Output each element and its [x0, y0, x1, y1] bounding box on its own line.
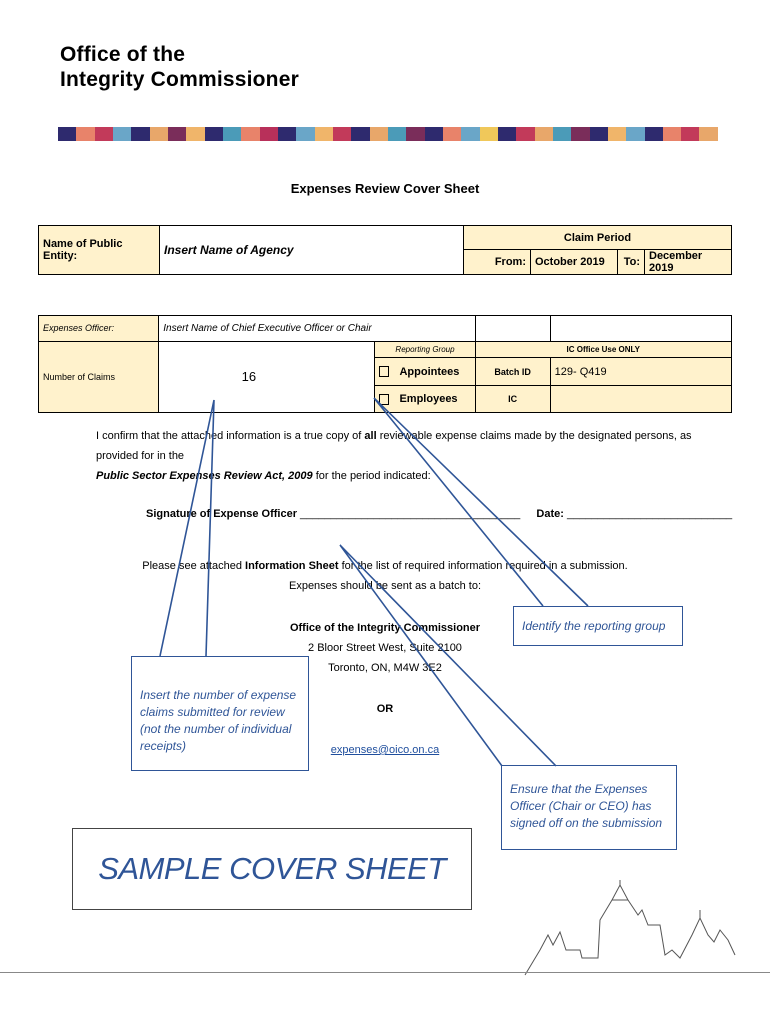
pointer-number-claims: [160, 400, 214, 656]
info-text-2: for the list of required information required in a submission.: [338, 560, 628, 572]
org-line-2: Integrity Commissioner: [60, 68, 299, 91]
batch-id-value[interactable]: 129- Q419: [550, 357, 731, 386]
claim-period-label: Claim Period: [464, 226, 732, 250]
callout-reporting-group: Identify the reporting group: [513, 606, 683, 646]
address-street: 2 Bloor Street West, Suite 2100: [308, 642, 462, 654]
date-label: Date:: [536, 508, 564, 520]
appointees-label: Appointees: [399, 365, 460, 378]
confirm-text-2: reviewable expense claims made by the designated persons, as provided for in the: [96, 430, 692, 462]
building-sketch-icon: [520, 880, 770, 980]
ic-label: IC: [475, 386, 550, 413]
entity-name-label: Name of Public Entity:: [39, 226, 160, 275]
page-title: Expenses Review Cover Sheet: [290, 181, 480, 196]
org-line-1: Office of the: [60, 43, 186, 66]
info-text-1: Please see attached: [142, 560, 246, 572]
signature-label: Signature of Expense Officer: [146, 508, 297, 520]
expenses-officer-label: Expenses Officer:: [39, 316, 159, 342]
address-city: Toronto, ON, M4W 3E2: [328, 662, 442, 674]
pointer-signed-off: [340, 545, 556, 766]
from-label: From:: [464, 250, 531, 275]
from-value[interactable]: October 2019: [531, 250, 618, 275]
act-name: Public Sector Expenses Review Act, 2009: [96, 470, 313, 482]
callout-signed-off: Ensure that the Expenses Officer (Chair or CEO) has signed off on the submission: [501, 765, 677, 850]
footer-divider: [0, 972, 770, 973]
to-label: To:: [618, 250, 645, 275]
confirm-text-3: for the period indicated:: [312, 470, 431, 482]
date-line[interactable]: ___________________________: [567, 508, 733, 520]
employees-label: Employees: [399, 393, 458, 406]
address-office: Office of the Integrity Commissioner: [289, 622, 481, 634]
callout-number-claims: Insert the number of expense claims submitted for review (not the number of individual receipts): [131, 656, 309, 771]
sample-cover-sheet-label: SAMPLE COVER SHEET: [72, 828, 472, 910]
to-value[interactable]: December 2019: [645, 250, 732, 275]
info-sheet-ref: Information Sheet: [245, 560, 339, 572]
info-line-2: Expenses should be sent as a batch to:: [288, 580, 482, 592]
number-of-claims-label: Number of Claims: [39, 341, 159, 412]
email-link[interactable]: expenses@oico.on.ca: [330, 744, 440, 756]
confirm-text-1: I confirm that the attached information is a true copy of: [96, 430, 365, 442]
confirm-text-all: all: [364, 430, 377, 442]
entity-name-value[interactable]: Insert Name of Agency: [160, 226, 464, 275]
pointer-reporting-group: [374, 398, 588, 606]
batch-id-label: Batch ID: [475, 357, 550, 386]
ic-office-use-label: IC Office Use ONLY: [475, 341, 731, 357]
reporting-group-label: Reporting Group: [375, 341, 475, 357]
expenses-officer-value[interactable]: Insert Name of Chief Executive Officer or Chair: [159, 316, 475, 342]
number-of-claims-value[interactable]: 16: [159, 341, 375, 412]
signature-line[interactable]: ____________________________________: [300, 508, 521, 520]
address-or: OR: [376, 703, 394, 715]
